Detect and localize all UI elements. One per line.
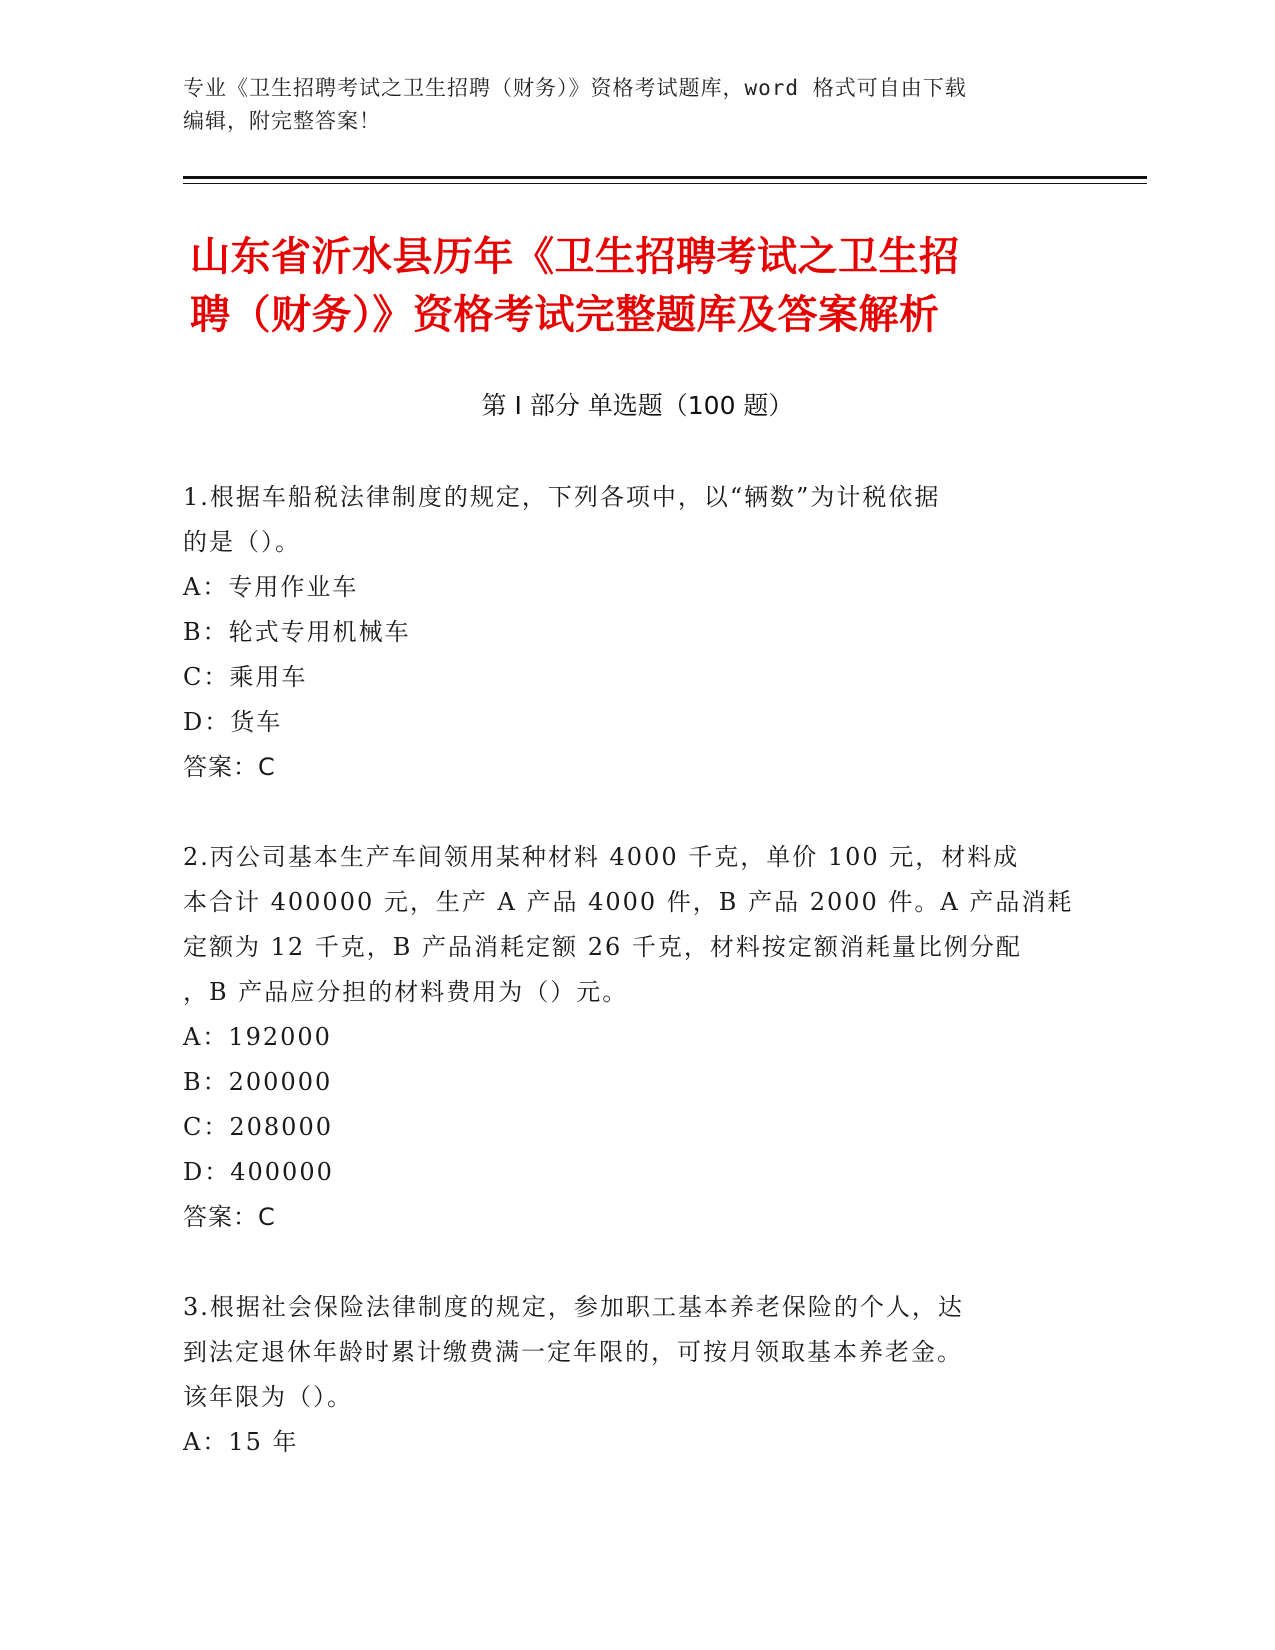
question-text: 3.根据社会保险法律制度的规定，参加职工基本养老保险的个人，达 — [183, 1293, 964, 1321]
question-text: 的是（）。 — [183, 528, 301, 556]
question-text: 该年限为（）。 — [183, 1383, 353, 1411]
header-note — [183, 72, 1063, 138]
answer: 答案：C — [183, 753, 276, 781]
question-3 — [183, 1285, 1083, 1465]
header-note-line: 专业《卫生招聘考试之卫生招聘（财务）》资格考试题库，word 格式可自由下载 — [183, 76, 967, 100]
header-divider-thin — [183, 183, 1147, 184]
option-c: C：乘用车 — [183, 663, 308, 691]
option-a: A：192000 — [183, 1023, 332, 1051]
option-c: C：208000 — [183, 1113, 333, 1141]
header-note-line: 编辑，附完整答案！ — [183, 109, 381, 133]
option-a: A：专用作业车 — [183, 573, 359, 601]
question-1 — [183, 475, 1083, 790]
option-d: D：400000 — [183, 1158, 334, 1186]
question-text: 1.根据车船税法律制度的规定，下列各项中，以“辆数”为计税依据 — [183, 483, 941, 511]
document-title — [190, 228, 1090, 344]
option-d: D：货车 — [183, 708, 283, 736]
document-title-line: 山东省沂水县历年《卫生招聘考试之卫生招 — [190, 234, 960, 280]
header-divider-thick — [183, 176, 1147, 179]
option-b: B：200000 — [183, 1068, 333, 1096]
option-a: A：15 年 — [183, 1428, 299, 1456]
question-text: 本合计 400000 元，生产 A 产品 4000 件，B 产品 2000 件。A 产品消耗 — [183, 888, 1074, 916]
answer: 答案：C — [183, 1203, 276, 1231]
document-title-line: 聘（财务）》资格考试完整题库及答案解析 — [190, 292, 940, 338]
question-text: 定额为 12 千克，B 产品消耗定额 26 千克，材料按定额消耗量比例分配 — [183, 933, 1022, 961]
question-text: ，B 产品应分担的材料费用为（）元。 — [183, 978, 629, 1006]
option-b: B：轮式专用机械车 — [183, 618, 411, 646]
question-2 — [183, 835, 1083, 1240]
section-title: 第 I 部分 单选题（100 题） — [481, 391, 794, 420]
question-list — [183, 475, 1083, 1510]
question-text: 2.丙公司基本生产车间领用某种材料 4000 千克，单价 100 元，材料成 — [183, 843, 1020, 871]
question-text: 到法定退休年龄时累计缴费满一定年限的，可按月领取基本养老金。 — [183, 1338, 963, 1366]
